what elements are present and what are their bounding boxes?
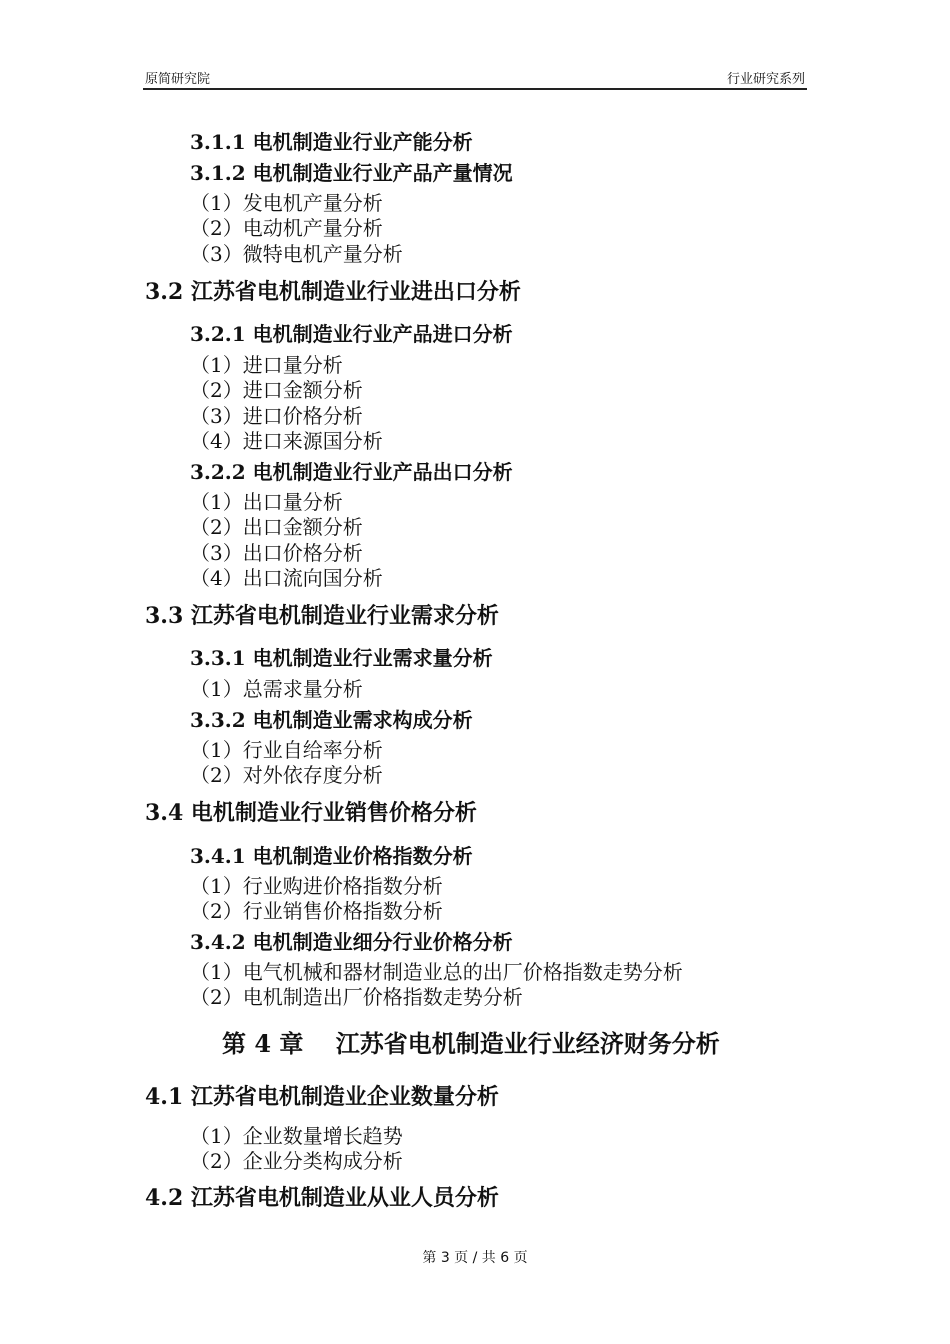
page-footer: 第 3 页 / 共 6 页	[422, 1250, 528, 1266]
toc-item: （1）总需求量分析	[190, 677, 363, 701]
toc-section: 3.4 电机制造业行业销售价格分析	[145, 800, 477, 826]
toc-subsection: 3.4.2 电机制造业细分行业价格分析	[190, 930, 513, 954]
toc-item: （2）出口金额分析	[190, 515, 363, 539]
toc-item: （1）行业购进价格指数分析	[190, 874, 443, 898]
toc-item: （1）出口量分析	[190, 490, 343, 514]
toc-item: （3）微特电机产量分析	[190, 242, 403, 266]
toc-item: （2）电机制造出厂价格指数走势分析	[190, 985, 523, 1009]
toc-item: （2）行业销售价格指数分析	[190, 899, 443, 923]
toc-item: （1）行业自给率分析	[190, 738, 383, 762]
toc-subsection: 3.1.2 电机制造业行业产品产量情况	[190, 161, 513, 185]
toc-item: （2）对外依存度分析	[190, 763, 383, 787]
toc-subsection: 3.3.2 电机制造业需求构成分析	[190, 708, 473, 732]
toc-item: （1）企业数量增长趋势	[190, 1124, 403, 1148]
toc-item: （3）出口价格分析	[190, 541, 363, 565]
toc-item: （4）出口流向国分析	[190, 566, 383, 590]
toc-item: （2）企业分类构成分析	[190, 1149, 403, 1173]
toc-subsection: 3.2.1 电机制造业行业产品进口分析	[190, 322, 513, 346]
toc-section: 3.3 江苏省电机制造业行业需求分析	[145, 603, 499, 629]
toc-subsection: 3.4.1 电机制造业价格指数分析	[190, 844, 473, 868]
toc-chapter-title: 第 4 章 江苏省电机制造业行业经济财务分析	[222, 1029, 720, 1058]
header-left-text: 原简研究院	[145, 72, 211, 87]
toc-item: （1）进口量分析	[190, 353, 343, 377]
toc-item: （2）电动机产量分析	[190, 216, 383, 240]
toc-item: （2）进口金额分析	[190, 378, 363, 402]
toc-item: （1）发电机产量分析	[190, 191, 383, 215]
toc-item: （3）进口价格分析	[190, 404, 363, 428]
header-right-text: 行业研究系列	[726, 72, 805, 87]
toc-subsection: 3.3.1 电机制造业行业需求量分析	[190, 646, 493, 670]
toc-section: 3.2 江苏省电机制造业行业进出口分析	[145, 279, 521, 305]
page-header	[143, 66, 807, 90]
toc-item: （1）电气机械和器材制造业总的出厂价格指数走势分析	[190, 960, 683, 984]
toc-subsection: 3.2.2 电机制造业行业产品出口分析	[190, 460, 513, 484]
toc-subsection: 3.1.1 电机制造业行业产能分析	[190, 130, 473, 154]
toc-section: 4.2 江苏省电机制造业从业人员分析	[145, 1185, 499, 1211]
toc-section: 4.1 江苏省电机制造业企业数量分析	[145, 1084, 499, 1110]
toc-item: （4）进口来源国分析	[190, 429, 383, 453]
